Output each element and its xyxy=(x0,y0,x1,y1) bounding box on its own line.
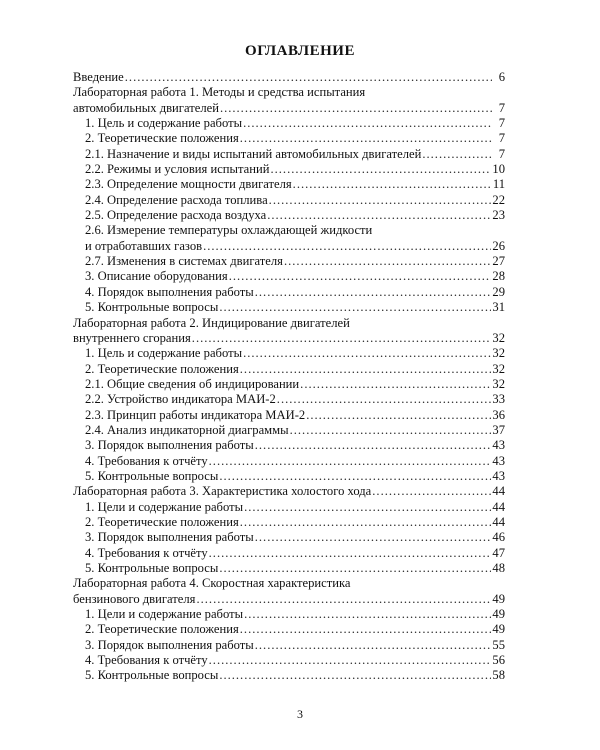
toc-entry-title: 3. Порядок выполнения работы xyxy=(85,438,254,453)
toc-entry-title: 5. Контрольные вопросы xyxy=(85,561,219,575)
toc-entry-page: 36 xyxy=(492,407,505,422)
toc-entry xyxy=(73,101,505,116)
toc-leader-dots xyxy=(267,208,491,223)
toc-leader-dots xyxy=(196,592,491,607)
toc-entry-title: 5. Контрольные вопросы xyxy=(85,668,219,683)
toc-entry-title: 3. Порядок выполнения работы xyxy=(85,637,254,652)
toc-entry-page: 7 xyxy=(498,131,505,146)
toc-entry-page: 33 xyxy=(492,392,505,407)
toc-entry-page: 37 xyxy=(492,422,505,437)
toc-leader-dots xyxy=(219,469,491,484)
toc-entry xyxy=(73,346,505,361)
toc-leader-dots xyxy=(240,131,492,146)
toc-entry xyxy=(73,638,505,653)
toc-leader-dots xyxy=(203,239,491,254)
toc-entry-page: 7 xyxy=(498,146,505,161)
toc-entry xyxy=(73,177,505,192)
toc-entry-title: 1. Цели и содержание работы xyxy=(85,607,244,622)
toc-leader-dots xyxy=(243,346,491,361)
toc-leader-dots xyxy=(125,70,492,85)
toc-entry-title: 5. Контрольные вопросы xyxy=(85,300,219,315)
toc-entry-page: 32 xyxy=(492,346,505,361)
toc-leader-dots xyxy=(290,423,492,438)
toc-entry xyxy=(73,193,505,208)
toc-entry-title: 2.7. Изменения в системах двигателя xyxy=(85,254,283,269)
toc-entry-title: 2.2. Устройство индикатора МАИ-2 xyxy=(85,392,276,407)
toc-entry-page: 44 xyxy=(492,514,505,529)
toc-entry xyxy=(73,607,505,622)
toc-entry-title: 2.5. Определение расхода воздуха xyxy=(85,208,267,223)
toc-entry xyxy=(73,515,505,530)
toc-leader-dots xyxy=(243,116,492,131)
toc-leader-dots xyxy=(255,438,492,453)
toc-entry-title: Введение xyxy=(73,70,124,84)
toc-entry-page: 49 xyxy=(492,622,505,637)
toc-entry-page: 46 xyxy=(492,530,505,545)
toc-leader-dots xyxy=(240,515,492,530)
toc-entry-page: 43 xyxy=(492,453,505,468)
toc-entry xyxy=(73,362,505,377)
toc-entry-page: 44 xyxy=(492,484,505,499)
toc-entry-title-line: Лабораторная работа 1. Методы и средства испытания xyxy=(73,85,366,100)
toc-entry xyxy=(73,454,505,469)
toc-entry-title: 2.4. Определение расхода топлива xyxy=(85,192,268,207)
toc-entry xyxy=(73,469,505,484)
page-title: ОГЛАВЛЕНИЕ xyxy=(245,43,355,59)
toc-leader-dots xyxy=(306,408,491,423)
toc-entry-page: 49 xyxy=(492,591,505,606)
toc-entry-title: 2. Теоретические положения xyxy=(85,622,239,637)
toc-leader-dots xyxy=(372,484,491,499)
toc-leader-dots xyxy=(255,285,492,300)
toc-entry-title: и отработавших газов xyxy=(85,238,203,253)
toc-leader-dots xyxy=(244,500,491,515)
toc-entry-title: 3. Описание оборудования xyxy=(85,269,228,284)
toc-entry-title: 2.3. Принцип работы индикатора МАИ-2 xyxy=(85,407,306,422)
toc-entry xyxy=(73,668,505,683)
toc-entry-title: 1. Цель и содержание работы xyxy=(85,346,243,361)
toc-entry-page: 43 xyxy=(492,438,505,453)
toc-entry-page: 29 xyxy=(492,284,505,299)
toc-entry-page: 43 xyxy=(492,468,505,483)
toc-entry xyxy=(73,331,505,346)
toc-entry-page: 56 xyxy=(492,653,505,668)
toc-entry-page: 22 xyxy=(492,192,505,207)
toc-leader-dots xyxy=(220,101,492,116)
toc-entry-page: 55 xyxy=(492,637,505,652)
toc-leader-dots xyxy=(229,269,492,284)
toc-entry-page: 44 xyxy=(492,499,505,514)
toc-leader-dots xyxy=(219,668,491,683)
toc-entry-page: 32 xyxy=(492,376,505,391)
toc-entry xyxy=(73,392,505,407)
toc-entry-page: 32 xyxy=(492,330,505,345)
toc-entry-title: внутреннего сгорания xyxy=(73,330,191,345)
toc-entry xyxy=(73,300,505,315)
toc-entry-page: 10 xyxy=(492,162,505,177)
toc-entry xyxy=(73,408,505,423)
toc-entry-page: 32 xyxy=(492,361,505,376)
toc-entry-page: 7 xyxy=(498,100,505,115)
toc-leader-dots xyxy=(192,331,492,346)
toc-entry xyxy=(73,162,505,177)
toc-leader-dots xyxy=(300,377,491,392)
toc-entry xyxy=(73,116,505,131)
toc-entry xyxy=(73,653,505,668)
toc-entry-title: 2.3. Определение мощности двигателя xyxy=(85,177,292,192)
toc-entry-page: 7 xyxy=(498,116,505,131)
toc-leader-dots xyxy=(240,362,492,377)
toc-entry-title: 2.2. Режимы и условия испытаний xyxy=(85,162,270,177)
toc-entry-page: 47 xyxy=(492,545,505,560)
toc-entry-title-line: 2.6. Измерение температуры охлаждающей жидкости xyxy=(85,223,373,238)
toc-entry-title: 4. Требования к отчёту xyxy=(85,453,208,468)
toc-entry-title: 3. Порядок выполнения работы xyxy=(85,530,254,545)
toc-entry-page: 31 xyxy=(492,300,505,315)
toc-leader-dots xyxy=(244,607,491,622)
toc-leader-dots xyxy=(240,622,492,637)
toc-entry-page: 48 xyxy=(492,561,505,575)
toc-entry-page: 11 xyxy=(492,177,505,192)
toc-leader-dots xyxy=(277,392,492,407)
toc-leader-dots xyxy=(209,546,492,561)
toc-entry-title: 1. Цель и содержание работы xyxy=(85,116,243,131)
toc-leader-dots xyxy=(219,300,491,315)
toc-leader-dots xyxy=(255,638,492,653)
toc-leader-dots xyxy=(422,147,492,162)
toc-entry-title: 2.4. Анализ индикаторной диаграммы xyxy=(85,422,289,437)
toc-leader-dots xyxy=(209,454,492,469)
toc-entry xyxy=(73,239,505,254)
toc-entry xyxy=(73,561,505,576)
toc-entry xyxy=(73,592,505,607)
toc-entry xyxy=(73,269,505,284)
toc-leader-dots xyxy=(269,193,492,208)
toc-entry-title: 2. Теоретические положения xyxy=(85,131,239,146)
toc-entry-title: 4. Требования к отчёту xyxy=(85,545,208,560)
toc-leader-dots xyxy=(270,162,491,177)
page-number: 3 xyxy=(297,707,303,721)
toc-leader-dots xyxy=(219,561,491,576)
toc-entry-title: 4. Требования к отчёту xyxy=(85,653,208,668)
toc-entry-title: 5. Контрольные вопросы xyxy=(85,468,219,483)
toc-leader-dots xyxy=(293,177,492,192)
toc-leader-dots xyxy=(209,653,492,668)
toc-entry-title-line: Лабораторная работа 4. Скоростная характеристика xyxy=(73,576,351,591)
toc-entry-title: 2.1. Общие сведения об индицировании xyxy=(85,376,300,391)
toc-entry xyxy=(73,377,505,392)
toc-entry-title: автомобильных двигателей xyxy=(73,100,219,115)
toc-entry-page: 23 xyxy=(492,208,505,223)
toc-entry xyxy=(73,500,505,515)
toc-entry-title: 4. Порядок выполнения работы xyxy=(85,284,254,299)
toc-entry xyxy=(73,285,505,300)
toc-entry xyxy=(73,484,505,499)
toc-entry-title: бензинового двигателя xyxy=(73,591,196,606)
toc-entry-page: 26 xyxy=(492,238,505,253)
toc-entry xyxy=(73,423,505,438)
toc-entry-page: 6 xyxy=(498,70,505,84)
toc-entry-page: 49 xyxy=(492,607,505,622)
toc-entry-title-line: Лабораторная работа 2. Индицирование двигателей xyxy=(73,315,350,330)
toc-entry-title: Лабораторная работа 3. Характеристика холостого хода xyxy=(73,484,372,499)
toc-entry xyxy=(73,131,505,146)
toc-entry xyxy=(73,70,505,85)
table-of-contents xyxy=(73,70,505,684)
toc-entry-title: 2. Теоретические положения xyxy=(85,361,239,376)
toc-entry xyxy=(73,622,505,637)
toc-leader-dots xyxy=(255,530,492,545)
toc-entry-title: 2.1. Назначение и виды испытаний автомобильных двигателей xyxy=(85,146,422,161)
toc-entry xyxy=(73,147,505,162)
toc-entry xyxy=(73,254,505,269)
toc-entry-page: 28 xyxy=(492,269,505,284)
toc-entry xyxy=(73,438,505,453)
toc-entry xyxy=(73,546,505,561)
toc-entry-page: 58 xyxy=(492,668,505,683)
toc-entry-title: 1. Цели и содержание работы xyxy=(85,499,244,514)
toc-leader-dots xyxy=(284,254,491,269)
toc-entry xyxy=(73,208,505,223)
toc-entry xyxy=(73,530,505,545)
toc-entry-page: 27 xyxy=(492,254,505,269)
toc-entry-title: 2. Теоретические положения xyxy=(85,514,239,529)
